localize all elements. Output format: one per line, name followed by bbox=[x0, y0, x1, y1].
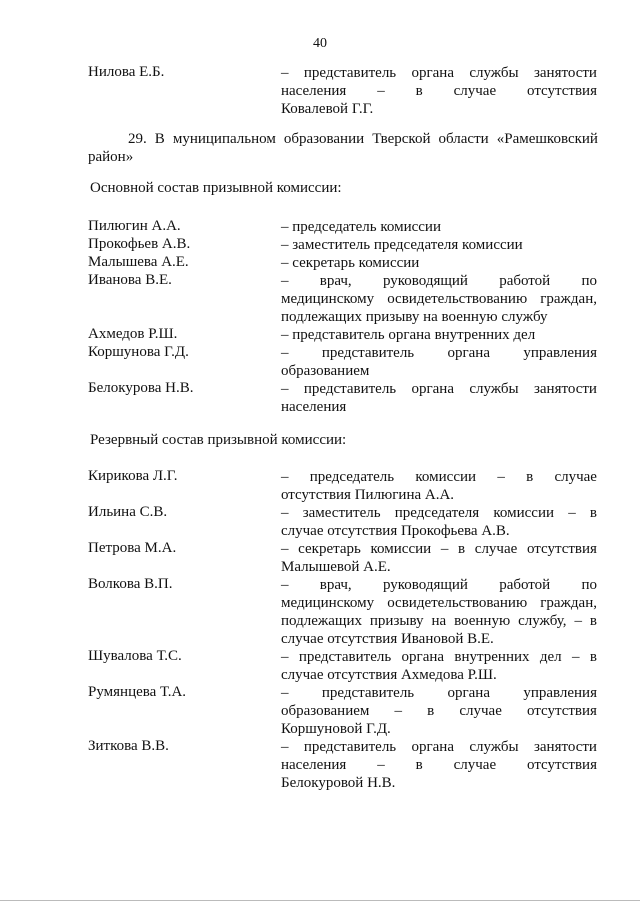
member-role bbox=[281, 468, 597, 504]
member-role bbox=[281, 738, 597, 792]
member-role bbox=[281, 648, 597, 684]
member-name: Нилова Е.Б. bbox=[88, 64, 165, 80]
role-line: – представитель органа управления bbox=[281, 345, 597, 361]
role-line: – представитель органа службы занятости bbox=[281, 739, 597, 755]
role-line: случае отсутствия Ахмедова Р.Ш. bbox=[281, 667, 497, 683]
role-line: Малышевой А.Е. bbox=[281, 559, 391, 575]
role-line: медицинскому освидетельствованию граждан, bbox=[281, 291, 597, 307]
member-name: Иванова В.Е. bbox=[88, 272, 172, 288]
member-role bbox=[281, 326, 597, 344]
role-line: случае отсутствия Прокофьева А.В. bbox=[281, 523, 510, 539]
role-line: – представитель органа внутренних дел – в bbox=[281, 649, 597, 665]
role-line: случае отсутствия Ивановой В.Е. bbox=[281, 631, 494, 647]
role-line: – секретарь комиссии bbox=[281, 255, 420, 271]
role-line: – представитель органа внутренних дел bbox=[281, 327, 536, 343]
section-title-line: район» bbox=[88, 149, 134, 165]
role-line: – врач, руководящий работой по bbox=[281, 273, 597, 289]
main-composition-heading: Основной состав призывной комиссии: bbox=[90, 180, 342, 196]
role-line: населения – в случае отсутствия bbox=[281, 757, 597, 773]
role-line: Ковалевой Г.Г. bbox=[281, 101, 374, 117]
member-name: Ильина С.В. bbox=[88, 504, 168, 520]
member-role bbox=[281, 576, 597, 648]
member-role bbox=[281, 236, 597, 254]
section-title-line: 29. В муниципальном образовании Тверской области «Рамешковский bbox=[128, 131, 598, 147]
member-name: Ахмедов Р.Ш. bbox=[88, 326, 178, 342]
role-line: – председатель комиссии bbox=[281, 219, 441, 235]
role-line: – заместитель председателя комиссии bbox=[281, 237, 523, 253]
member-name: Шувалова Т.С. bbox=[88, 648, 182, 664]
role-line: отсутствия Пилюгина А.А. bbox=[281, 487, 455, 503]
role-line: населения bbox=[281, 399, 347, 415]
role-line: – секретарь комиссии – в случае отсутствия bbox=[281, 541, 597, 557]
role-line: – представитель органа управления bbox=[281, 685, 597, 701]
member-name: Белокурова Н.В. bbox=[88, 380, 194, 396]
member-name: Прокофьев А.В. bbox=[88, 236, 191, 252]
member-name: Коршунова Г.Д. bbox=[88, 344, 189, 360]
page-bottom-edge bbox=[0, 900, 640, 901]
role-line: Белокуровой Н.В. bbox=[281, 775, 396, 791]
role-line: – представитель органа службы занятости bbox=[281, 65, 597, 81]
role-line: – врач, руководящий работой по bbox=[281, 577, 597, 593]
role-line: Коршуновой Г.Д. bbox=[281, 721, 391, 737]
member-name: Пилюгин А.А. bbox=[88, 218, 181, 234]
section-title bbox=[88, 130, 598, 166]
role-line: – заместитель председателя комиссии – в bbox=[281, 505, 597, 521]
member-role bbox=[281, 272, 597, 326]
role-line: подлежащих призыву на военную службу bbox=[281, 309, 548, 325]
member-role bbox=[281, 64, 597, 118]
member-name: Волкова В.П. bbox=[88, 576, 173, 592]
role-line: – представитель органа службы занятости bbox=[281, 381, 597, 397]
role-line: населения – в случае отсутствия bbox=[281, 83, 597, 99]
member-role bbox=[281, 254, 597, 272]
member-name: Зиткова В.В. bbox=[88, 738, 169, 754]
role-line: – председатель комиссии – в случае bbox=[281, 469, 597, 485]
member-role bbox=[281, 344, 597, 380]
member-name: Малышева А.Е. bbox=[88, 254, 189, 270]
reserve-composition-heading: Резервный состав призывной комиссии: bbox=[90, 432, 347, 448]
role-line: медицинскому освидетельствованию граждан, bbox=[281, 595, 597, 611]
role-line: подлежащих призыву на военную службу, – в bbox=[281, 613, 597, 629]
member-role bbox=[281, 540, 597, 576]
member-name: Кирикова Л.Г. bbox=[88, 468, 178, 484]
member-role bbox=[281, 504, 597, 540]
member-role bbox=[281, 684, 597, 738]
role-line: образованием – в случае отсутствия bbox=[281, 703, 597, 719]
member-role bbox=[281, 218, 597, 236]
member-role bbox=[281, 380, 597, 416]
page-number: 40 bbox=[313, 36, 327, 51]
member-name: Петрова М.А. bbox=[88, 540, 177, 556]
member-name: Румянцева Т.А. bbox=[88, 684, 187, 700]
role-line: образованием bbox=[281, 363, 370, 379]
